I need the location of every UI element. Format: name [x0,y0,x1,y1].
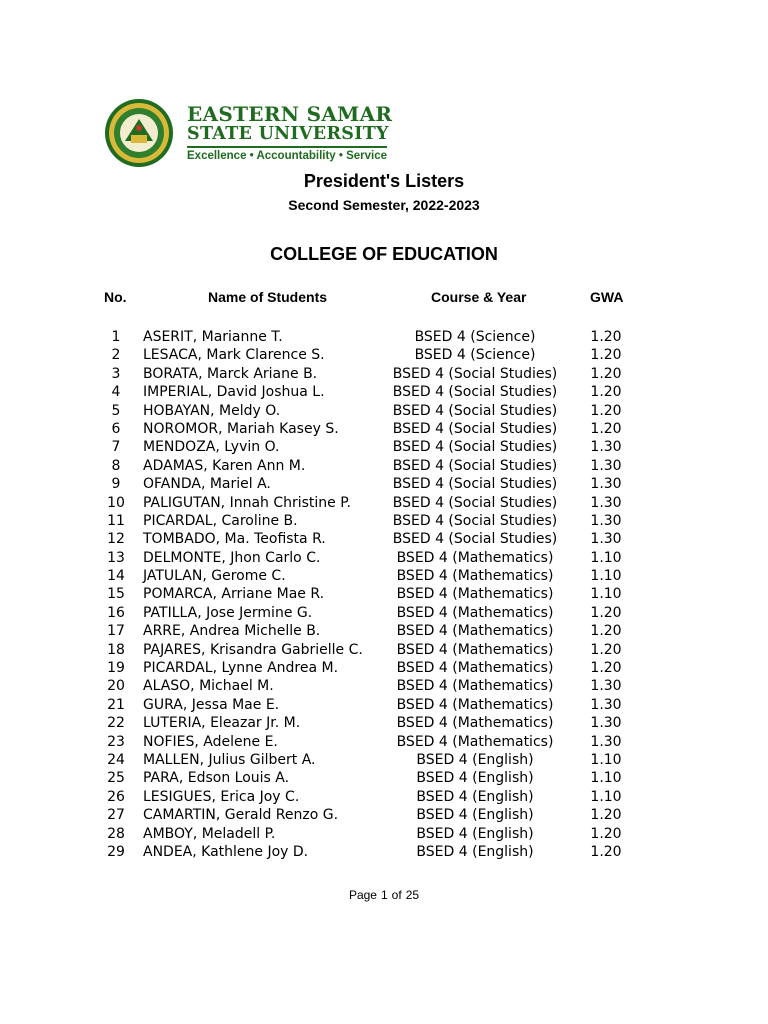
course-year: BSED 4 (Social Studies) [392,457,558,474]
student-name: TOMBADO, Ma. Teofista R. [143,531,326,548]
table-row [0,622,768,640]
student-name: NOROMOR, Mariah Kasey S. [143,420,339,437]
student-name: MALLEN, Julius Gilbert A. [143,751,316,768]
student-name: ASERIT, Marianne T. [143,329,283,345]
row-number: 27 [107,807,125,824]
page-total: 25 [405,888,420,902]
gwa-value: 1.20 [590,402,622,419]
course-year: BSED 4 (Social Studies) [392,384,558,401]
table-row [0,806,768,824]
page-of-label: of [391,888,402,902]
student-name: PARA, Edson Louis A. [143,770,290,787]
student-name: PICARDAL, Lynne Andrea M. [143,660,339,677]
student-name: LUTERIA, Eleazar Jr. M. [143,715,301,732]
table-row [0,677,768,695]
gwa-value: 1.20 [590,623,622,640]
table-row [0,328,768,346]
course-year: BSED 4 (Science) [414,347,536,364]
course-year: BSED 4 (Mathematics) [396,604,554,621]
row-number: 5 [111,402,121,419]
row-number: 12 [107,531,125,548]
gwa-value: 1.30 [590,439,622,456]
table-row [0,402,768,420]
column-header-gwa: GWA [590,289,624,305]
row-number: 18 [107,641,125,658]
course-year: BSED 4 (Science) [414,329,536,345]
student-list [0,328,768,861]
gwa-value: 1.20 [590,641,622,658]
course-year: BSED 4 (Social Studies) [392,439,558,456]
student-name: DELMONTE, Jhon Carlo C. [143,549,321,566]
table-row [0,843,768,861]
page-footer [0,888,768,902]
row-number: 4 [111,384,121,401]
course-year: BSED 4 (Social Studies) [392,531,558,548]
table-row [0,549,768,567]
university-header [97,97,392,169]
university-motto: Excellence • Accountability • Service [187,150,388,163]
row-number: 13 [107,549,125,566]
gwa-value: 1.20 [590,329,622,345]
gwa-value: 1.10 [590,568,622,585]
table-row [0,788,768,806]
row-number: 2 [111,347,121,364]
student-name: BORATA, Marck Ariane B. [143,365,318,382]
gwa-value: 1.20 [590,420,622,437]
student-name: POMARCA, Arriane Mae R. [143,586,325,603]
column-header-no: No. [104,289,127,305]
row-number: 21 [107,696,125,713]
course-year: BSED 4 (Mathematics) [396,678,554,695]
document-subtitle: Second Semester, 2022-2023 [288,197,480,213]
gwa-value: 1.20 [590,807,622,824]
university-seal-icon [97,97,181,169]
table-row [0,567,768,585]
row-number: 15 [107,586,125,603]
gwa-value: 1.10 [590,788,622,805]
course-year: BSED 4 (English) [416,770,534,787]
gwa-value: 1.30 [590,457,622,474]
row-number: 10 [107,494,125,511]
gwa-value: 1.30 [590,476,622,493]
course-year: BSED 4 (English) [416,843,534,860]
college-heading: COLLEGE OF EDUCATION [270,244,498,264]
student-name: HOBAYAN, Meldy O. [143,402,281,419]
row-number: 6 [111,420,121,437]
student-name: IMPERIAL, David Joshua L. [143,384,325,401]
course-year: BSED 4 (English) [416,751,534,768]
table-row [0,825,768,843]
row-number: 22 [107,715,125,732]
table-row [0,696,768,714]
row-number: 24 [107,751,125,768]
table-row [0,530,768,548]
row-number: 29 [107,843,125,860]
course-year: BSED 4 (Mathematics) [396,733,554,750]
row-number: 16 [107,604,125,621]
gwa-value: 1.30 [590,494,622,511]
gwa-value: 1.30 [590,512,622,529]
row-number: 9 [111,476,121,493]
course-year: BSED 4 (Mathematics) [396,623,554,640]
gwa-value: 1.30 [590,733,622,750]
course-year: BSED 4 (Mathematics) [396,549,554,566]
student-name: CAMARTIN, Gerald Renzo G. [143,807,339,824]
page-label: Page [348,888,377,902]
course-year: BSED 4 (Social Studies) [392,402,558,419]
table-row [0,457,768,475]
header-divider [187,146,387,148]
gwa-value: 1.20 [590,825,622,842]
table-row [0,420,768,438]
row-number: 3 [111,365,121,382]
row-number: 23 [107,733,125,750]
course-year: BSED 4 (English) [416,825,534,842]
course-year: BSED 4 (Mathematics) [396,586,554,603]
table-row [0,585,768,603]
gwa-value: 1.20 [590,843,622,860]
student-name: PALIGUTAN, Innah Christine P. [143,494,351,511]
student-name: AMBOY, Meladell P. [143,825,276,842]
student-name: ANDEA, Kathlene Joy D. [143,843,309,860]
table-row [0,346,768,364]
column-header-name: Name of Students [208,289,328,305]
table-row [0,641,768,659]
table-row [0,769,768,787]
course-year: BSED 4 (Social Studies) [392,494,558,511]
student-name: PATILLA, Jose Jermine G. [143,604,313,621]
student-name: OFANDA, Mariel A. [143,476,271,493]
table-row [0,512,768,530]
table-row [0,475,768,493]
course-year: BSED 4 (Mathematics) [396,715,554,732]
gwa-value: 1.20 [590,660,622,677]
table-row [0,438,768,456]
student-name: ADAMAS, Karen Ann M. [143,457,306,474]
student-name: PICARDAL, Caroline B. [143,512,298,529]
gwa-value: 1.20 [590,347,622,364]
course-year: BSED 4 (Social Studies) [392,420,558,437]
university-name-line1: EASTERN SAMAR [187,101,393,126]
gwa-value: 1.30 [590,678,622,695]
course-year: BSED 4 (English) [416,788,534,805]
student-name: JATULAN, Gerome C. [143,568,286,585]
course-year: BSED 4 (Social Studies) [392,476,558,493]
student-name: PAJARES, Krisandra Gabrielle C. [143,641,363,658]
gwa-value: 1.20 [590,604,622,621]
table-row [0,714,768,732]
table-row [0,494,768,512]
gwa-value: 1.30 [590,531,622,548]
student-name: GURA, Jessa Mae E. [143,696,280,713]
university-name-line2: STATE UNIVERSITY [187,123,389,144]
student-name: ARRE, Andrea Michelle B. [143,623,321,640]
student-name: LESACA, Mark Clarence S. [143,347,325,364]
table-row [0,365,768,383]
course-year: BSED 4 (Social Studies) [392,512,558,529]
gwa-value: 1.10 [590,770,622,787]
course-year: BSED 4 (Mathematics) [396,696,554,713]
student-name: MENDOZA, Lyvin O. [143,439,280,456]
gwa-value: 1.10 [590,751,622,768]
gwa-value: 1.10 [590,586,622,603]
row-number: 11 [107,512,125,529]
course-year: BSED 4 (Social Studies) [392,365,558,382]
row-number: 20 [107,678,125,695]
row-number: 28 [107,825,125,842]
row-number: 7 [111,439,121,456]
table-row [0,659,768,677]
page-current: 1 [380,888,388,902]
table-row [0,604,768,622]
course-year: BSED 4 (Mathematics) [396,568,554,585]
row-number: 19 [107,660,125,677]
gwa-value: 1.10 [590,549,622,566]
student-name: ALASO, Michael M. [143,678,274,695]
course-year: BSED 4 (Mathematics) [396,660,554,677]
gwa-value: 1.20 [590,365,622,382]
row-number: 26 [107,788,125,805]
course-year: BSED 4 (English) [416,807,534,824]
row-number: 14 [107,568,125,585]
gwa-value: 1.30 [590,715,622,732]
student-name: LESIGUES, Erica Joy C. [143,788,300,805]
table-row [0,751,768,769]
gwa-value: 1.20 [590,384,622,401]
course-year: BSED 4 (Mathematics) [396,641,554,658]
table-row [0,733,768,751]
student-name: NOFIES, Adelene E. [143,733,278,750]
row-number: 25 [107,770,125,787]
row-number: 1 [111,329,121,345]
document-title: President's Listers [303,171,465,191]
column-header-course: Course & Year [431,289,527,305]
gwa-value: 1.30 [590,696,622,713]
row-number: 8 [111,457,121,474]
row-number: 17 [107,623,125,640]
table-row [0,383,768,401]
